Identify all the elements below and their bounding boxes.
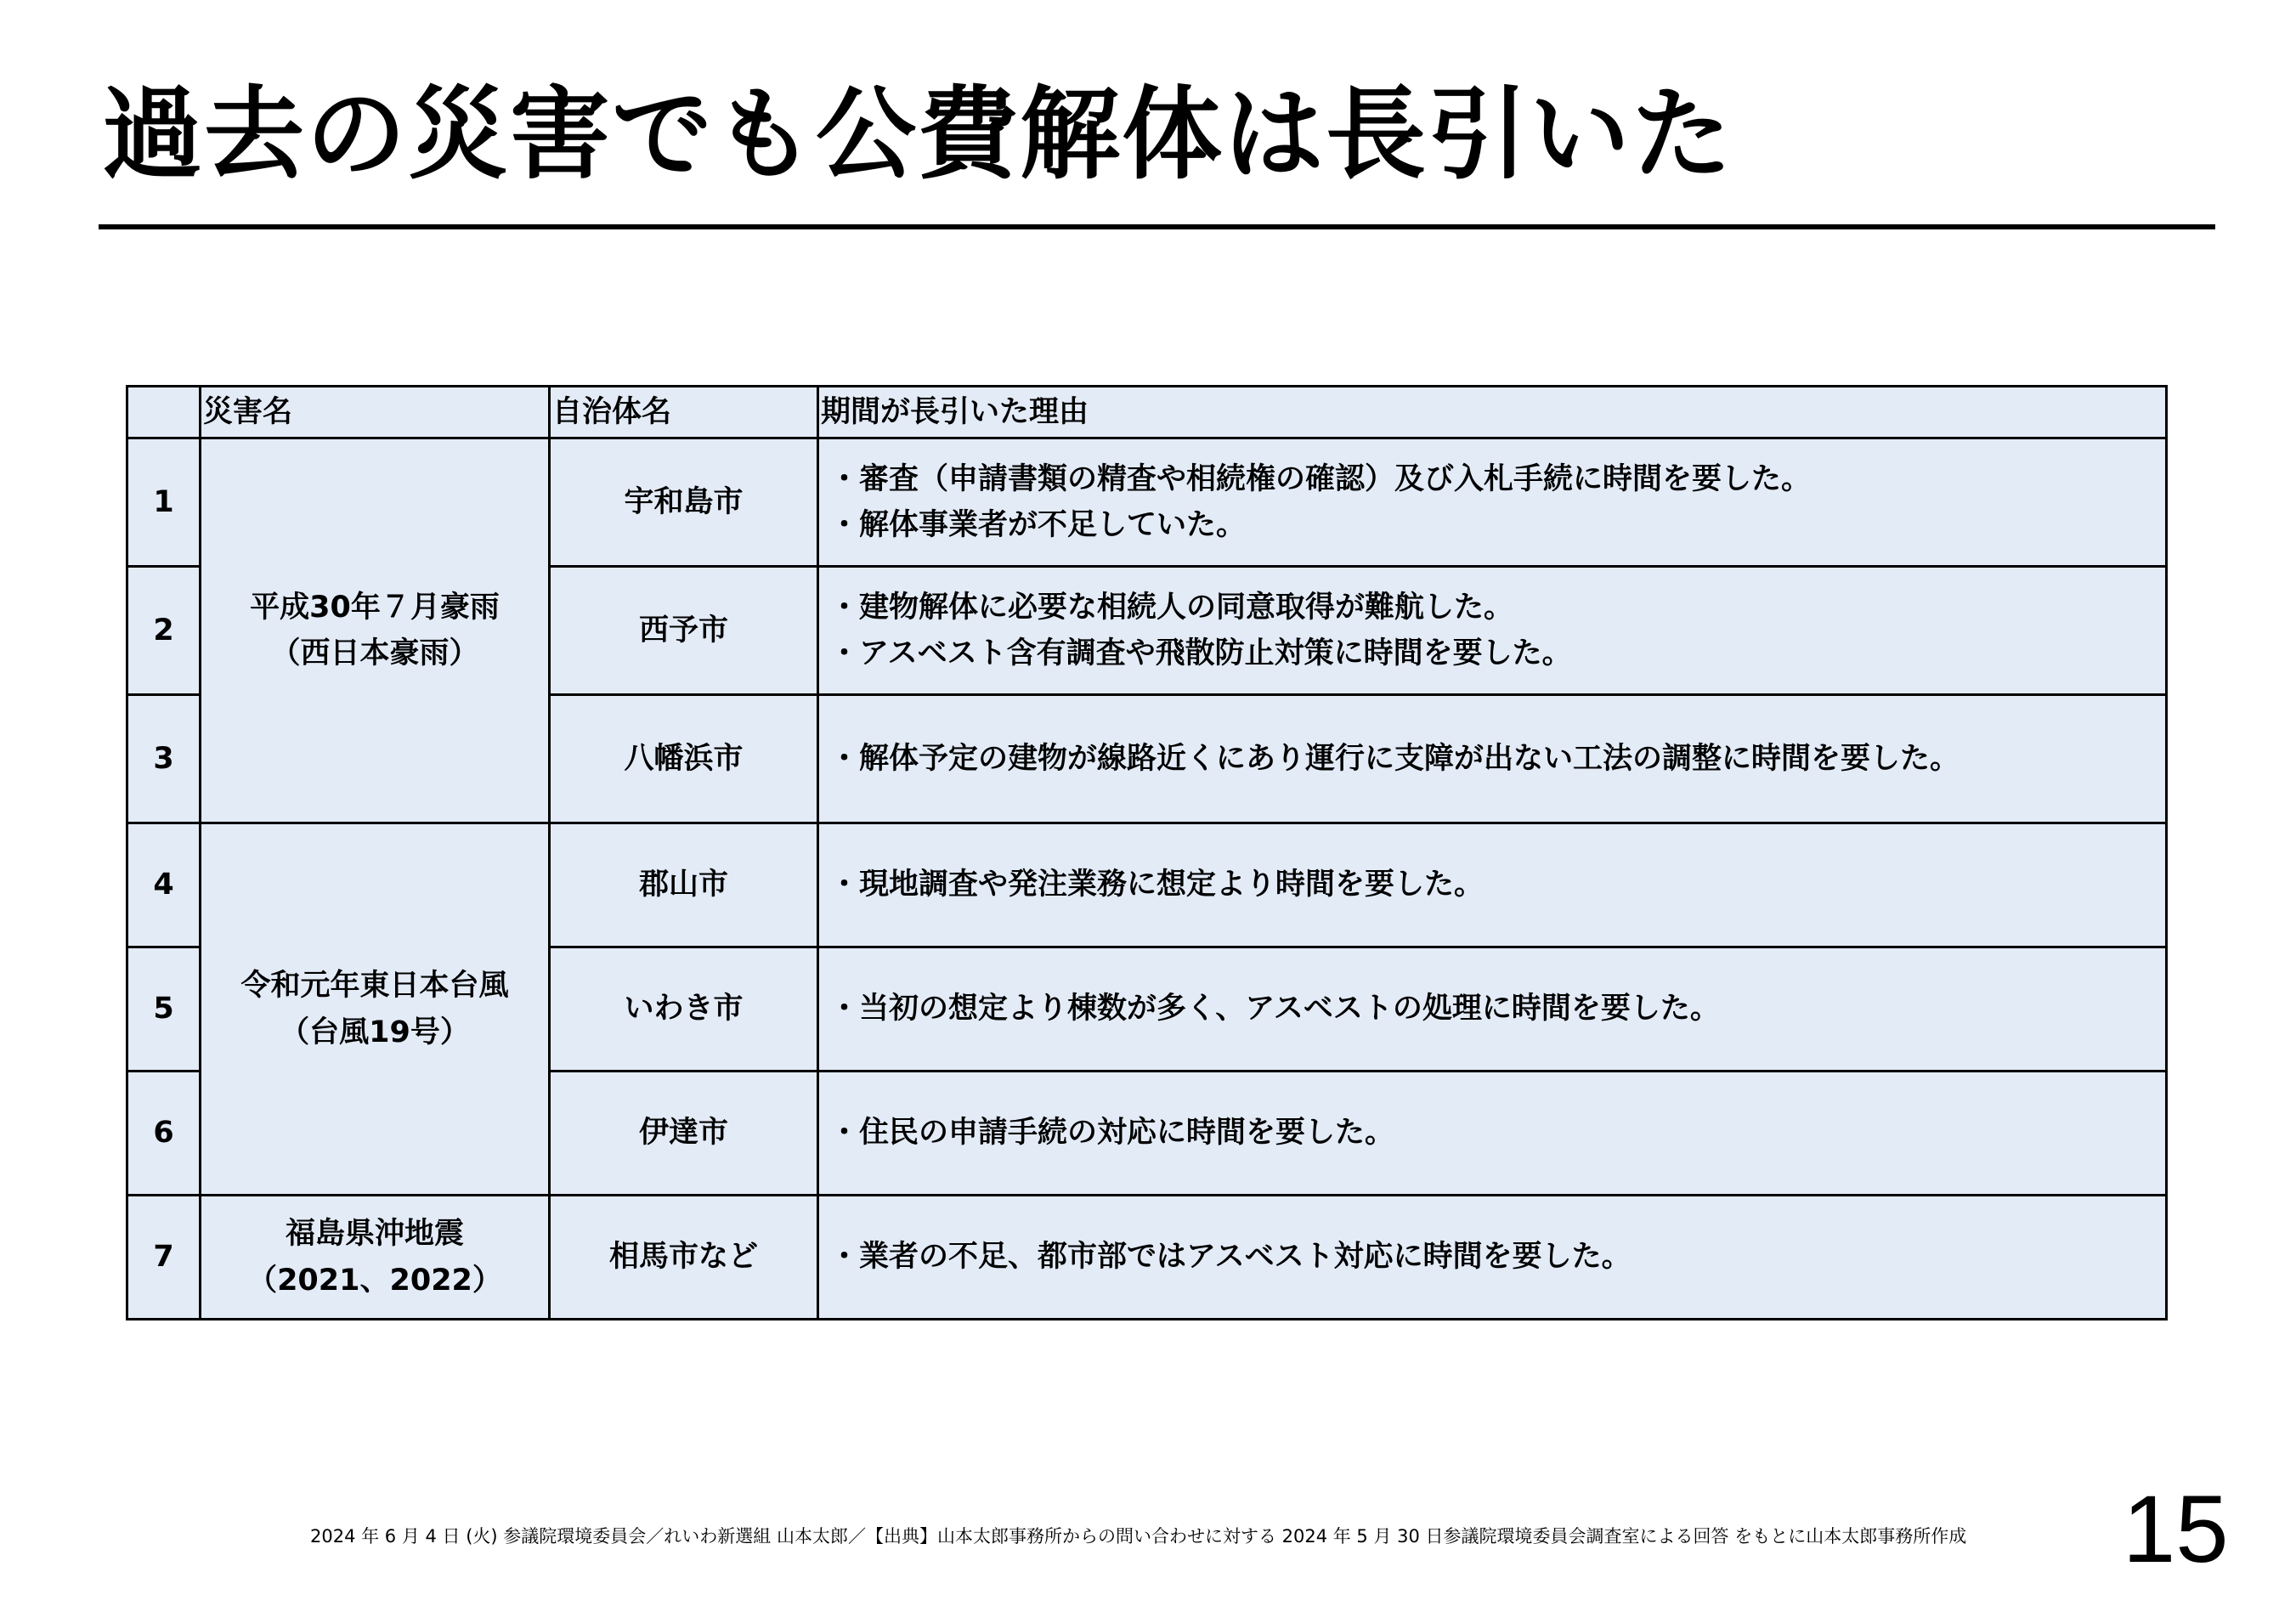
row-number: 6 xyxy=(127,1072,201,1196)
header-municipality: 自治体名 xyxy=(550,387,818,438)
disaster-demolition-table xyxy=(126,385,2168,1320)
reason-cell xyxy=(818,823,2167,947)
table-row xyxy=(127,1196,2167,1320)
disaster-alias: （2021、2022） xyxy=(247,1263,502,1298)
municipality-name: 宇和島市 xyxy=(550,438,818,567)
disaster-name-cell xyxy=(201,438,550,823)
reason-line: ・解体予定の建物が線路近くにあり運行に支障が出ない工法の調整に時間を要した。 xyxy=(829,741,1960,776)
reason-line: ・業者の不足、都市部ではアスベスト対応に時間を要した。 xyxy=(829,1240,1632,1275)
row-number: 4 xyxy=(127,823,201,947)
reason-line: ・解体事業者が不足していた。 xyxy=(829,508,1247,542)
reason-cell xyxy=(818,947,2167,1072)
reason-line: ・現地調査や発注業務に想定より時間を要した。 xyxy=(829,868,1484,902)
reason-cell xyxy=(818,1196,2167,1320)
disaster-name: 平成30年７月豪雨 xyxy=(250,590,500,625)
municipality-name: 西予市 xyxy=(550,567,818,695)
row-number: 1 xyxy=(127,438,201,567)
disaster-name: 福島県沖地震 xyxy=(285,1217,464,1252)
header-no xyxy=(127,387,201,438)
reason-cell xyxy=(818,567,2167,695)
table-row xyxy=(127,823,2167,947)
title-underline xyxy=(99,224,2215,229)
page-title: 過去の災害でも公費解体は長引いた xyxy=(102,76,1734,193)
table-header-row xyxy=(127,387,2167,438)
source-footnote: 2024 年 6 月 4 日 (火) 参議院環境委員会／れいわ新選組 山本太郎／【出典】山本太郎事務所からの問い合わせに対する 2024 年 5 月 30 日参議院環境委員会調査室による回答 をもとに山本太郎事務所作成 xyxy=(310,1526,1967,1547)
disaster-name: 令和元年東日本台風 xyxy=(240,969,509,1004)
reason-line: ・当初の想定より棟数が多く、アスベストの処理に時間を要した。 xyxy=(829,992,1720,1026)
reason-cell xyxy=(818,438,2167,567)
reason-cell xyxy=(818,695,2167,823)
row-number: 7 xyxy=(127,1196,201,1320)
header-disaster-name: 災害名 xyxy=(201,387,550,438)
page-number: 15 xyxy=(2123,1476,2229,1582)
reason-cell xyxy=(818,1072,2167,1196)
table-row xyxy=(127,438,2167,567)
disaster-alias: （台風19号） xyxy=(280,1015,470,1049)
municipality-name: いわき市 xyxy=(550,947,818,1072)
disaster-alias: （西日本豪雨） xyxy=(270,636,479,670)
disaster-name-cell xyxy=(201,823,550,1196)
municipality-name: 郡山市 xyxy=(550,823,818,947)
municipality-name: 相馬市など xyxy=(550,1196,818,1320)
row-number: 3 xyxy=(127,695,201,823)
municipality-name: 八幡浜市 xyxy=(550,695,818,823)
municipality-name: 伊達市 xyxy=(550,1072,818,1196)
row-number: 5 xyxy=(127,947,201,1072)
header-reason: 期間が長引いた理由 xyxy=(818,387,2167,438)
disaster-name-cell xyxy=(201,1196,550,1320)
reason-line: ・アスベスト含有調査や飛散防止対策に時間を要した。 xyxy=(829,636,1572,670)
reason-line: ・住民の申請手続の対応に時間を要した。 xyxy=(829,1116,1395,1151)
reason-line: ・建物解体に必要な相続人の同意取得が難航した。 xyxy=(829,590,1514,625)
reason-line: ・審査（申請書類の精査や相続権の確認）及び入札手続に時間を要した。 xyxy=(829,461,1812,496)
row-number: 2 xyxy=(127,567,201,695)
